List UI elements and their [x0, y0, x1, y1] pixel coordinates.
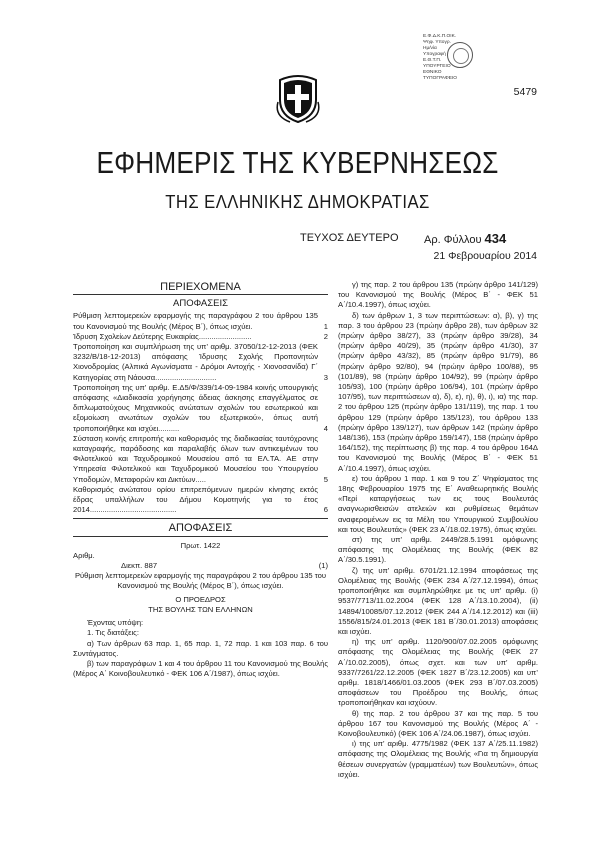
stamp-line: ΥΠΟΥΡΓΕΙΟ — [423, 64, 451, 69]
toc-entry-text: Καθορισμός ανώτατου ορίου επιτρεπόμενων ημερών κίνησης εκτός έδρας υπαλλήλων του Δήμου Κομοτηνής για το έτος 2014......................................... — [73, 484, 318, 515]
toc-entry[interactable] — [73, 311, 328, 331]
toc-entry[interactable] — [73, 485, 328, 516]
toc-entry[interactable] — [73, 332, 328, 342]
provision-paragraph: στ) της υπ’ αριθμ. 2449/28.5.1991 ομόφωνης απόφασης της Ολομέλειας της Βουλής (ΦΕΚ 82 Α΄/30.5.1991). — [338, 535, 538, 565]
toc-entry-page: 5 — [323, 474, 328, 484]
stamp-line: Ε.Θ.Τ.Π. — [423, 58, 442, 63]
provision-paragraph: ε) του άρθρου 1 παρ. 1 και 9 του Ζ΄ Ψηφίσματος της 18ης Φεβρουαρίου 1975 της Ε΄ Αναθεωρητικής Βουλής «Περί καταργήσεως των εις τους Βουλευτάς αναγνωρισθεισών ατελειών και ρυθμίσεως θεμάτων αναφερομένων εις τα Μέλη του Υπουργικού Συμβουλίου και τους Βουλευτάς» (ΦΕΚ 23 Α΄/18.02.1975), όπως ισχύει. — [338, 473, 538, 534]
toc-entry-text: Τροποποίηση και συμπλήρωση της υπ’ αριθμ. 37050/12-12-2013 (ΦΕΚ 3232/Β/18-12-2013) απόφασης Ίδρυσης Σχολής Προπονητών Χιονοδρομίας (Αλπικά Αγωνίσματα - Δρόμοι Αντοχής - Χιονοσανίδα) Γ΄ Κατηγορίας στη Νάουσα............................. — [73, 342, 318, 382]
toc-entry[interactable] — [73, 342, 328, 383]
provision-paragraph: ζ) της υπ’ αριθμ. 6701/21.12.1994 αποφάσεως της Ολομέλειας της Βουλής (ΦΕΚ 234 Α΄/27.12.1994), όπως τροποποιήθηκε και συμπληρώθηκε με τις υπ’ αριθμ. (i) 9537/7713/11.02.2004 (ΦΕΚ 128 Α΄/13.10.2004), (ii) 14894/10085/07.12.2012 (ΦΕΚ 244 Α΄/14.12.2012) και (iii) 1556/815/24.01.2013 (ΦΕΚ 181 Β΄/30.01.2013) αποφάσεις και ισχύει. — [338, 565, 538, 636]
received-stamp — [423, 34, 475, 84]
gazette-title: ΕΦΗΜΕΡΙΣ ΤΗΣ ΚΥΒΕΡΝΗΣΕΩΣ — [96, 146, 499, 180]
left-column — [73, 282, 328, 679]
prot-label: Πρωτ. — [180, 540, 202, 550]
issue-label: ΤΕΥΧΟΣ ΔΕΥΤΕΡΟ — [300, 232, 399, 244]
diekp-number: 887 — [144, 561, 158, 571]
provision-item: β) των παραγράφων 1 και 4 του άρθρου 11 του Κανονισμού της Βουλής (Μέρος Α΄ Κοινοβουλευτικό - ΦΕΚ 106 Α΄/1987), όπως ισχύει. — [73, 658, 328, 679]
toc-entry[interactable] — [73, 434, 328, 485]
provision-item: 1. Τις διατάξεις: — [87, 628, 139, 638]
considering-label: Έχοντας υπόψη: — [87, 618, 144, 628]
sheet-label: Αρ. Φύλλου — [424, 234, 482, 246]
protocol-line — [73, 541, 328, 551]
arithm-label: Αριθμ. — [73, 550, 95, 560]
stamp-line: Ψηφ. Υπογρ. — [423, 40, 451, 45]
stamp-line: Ε.Φ.Δ.Κ.Π.ΟΙΚ. — [423, 34, 457, 39]
president-line-1: Ο ΠΡΟΕΔΡΟΣ — [175, 594, 226, 604]
provision-paragraph: θ) της παρ. 2 του άρθρου 37 και της παρ. 5 του άρθρου 167 του Κανονισμού της Βουλής (Μέρος Α΄ - Κοινοβουλευτικό) (ΦΕΚ 106 Α΄/24.06.1987), όπως ισχύει. — [338, 708, 538, 738]
decision-subject: Ρύθμιση λεπτομερειών εφαρμογής της παραγράφου 2 του άρθρου 135 του Κανονισμού της Βουλής (Μέρος Β΄), όπως ισχύει. — [74, 571, 327, 591]
diekp-line — [73, 561, 328, 571]
prot-number: 1422 — [203, 540, 221, 550]
stamp-seal-icon — [447, 42, 473, 68]
provision-paragraph: η) της υπ’ αριθμ. 1120/900/07.02.2005 ομόφωνης απόφασης της Ολομέλειας της Βουλής (ΦΕΚ 27 Α΄/10.02.2005), όπως σχετ. και των υπ’ αριθμ. 9337/7261/22.12.2005 (ΦΕΚ 1827 Β΄/23.12.2005) και υπ’ αριθμ. 1818/1466/01.03.2005 (ΦΕΚ 293 Β΄/07.03.2005) αποφάσεων του Προέδρου της Βουλής, όπως τροποποιήθηκαν και ισχύουν. — [338, 637, 538, 708]
toc-entry-page: 2 — [323, 331, 328, 341]
toc-entry-page: 6 — [323, 505, 328, 515]
issue-date: 21 Φεβρουαρίου 2014 — [433, 250, 537, 262]
decisions-heading: ΑΠΟΦΑΣΕΙΣ — [168, 522, 233, 535]
toc-entry-page: 1 — [323, 321, 328, 331]
coat-of-arms-icon — [276, 72, 320, 124]
stamp-line: ΕΘΝΙΚΟ — [423, 70, 442, 75]
toc-entry-page: 3 — [323, 372, 328, 382]
diekp-label: Διεκπ. — [121, 561, 143, 571]
stamp-line: ΤΥΠΟΓΡΑΦΕΙΟ — [423, 76, 457, 81]
provision-paragraph: γ) της παρ. 2 του άρθρου 135 (πρώην άρθρο 141/129) του Κανονισμού της Βουλής (Μέρος Β΄ - ΦΕΚ 51 Α΄/10.4.1997), όπως ισχύει. — [338, 280, 538, 310]
toc-entry[interactable] — [73, 383, 328, 434]
toc-entry-text: Ρύθμιση λεπτομερειών εφαρμογής της παραγράφου 2 του άρθρου 135 του Κανονισμού της Βουλής (Μέρος Β΄), όπως ισχύει. — [73, 311, 318, 331]
provision-paragraph: ι) της υπ’ αριθμ. 4775/1982 (ΦΕΚ 137 Α΄/25.11.1982) απόφασης της Ολομέλειας της Βουλής «Για τη δημιουργία θέσεων συνεργατών (γραμματέων) των Βουλευτών», όπως ισχύει. — [338, 739, 538, 779]
toc-entry-text: Τροποποίηση της υπ’ αριθμ. Ε.Δ5/Φ/339/14-09-1984 κοινής υπουργικής απόφασης «Διαδικασία χορήγησης άδειας άσκησης επαγγέλματος σε διπλωματούχους Μηχανικούς ανώτατων σχολών του εσωτερικού και εξομοίωση ανωτάτων σχολών του εξωτερικού», όπως αυτή τροποποιήθηκε και ισχύει.......... — [73, 382, 318, 433]
sheet-number — [424, 231, 506, 246]
toc-entry-page: 4 — [323, 423, 328, 433]
divider — [73, 294, 328, 295]
divider — [73, 518, 328, 519]
page-number: 5479 — [513, 86, 537, 98]
divider — [73, 536, 328, 537]
stamp-line: Υπογραφή — [423, 52, 446, 57]
republic-title: ΤΗΣ ΕΛΛΗΝΙΚΗΣ ΔΗΜΟΚΡΑΤΙΑΣ — [165, 191, 430, 212]
contents-heading: ΠΕΡΙΕΧΟΜΕΝΑ — [160, 281, 241, 293]
provision-item: α) Των άρθρων 63 παρ. 1, 65 παρ. 1, 72 παρ. 1 και 103 παρ. 6 του Συντάγματος. — [73, 638, 328, 658]
toc-entry-text: Σύσταση κοινής επιτροπής και καθορισμός της διαδικασίας ταυτόχρονης καταγραφής, παράδοσης και παραλαβής όλων των αντικειμένων του Φιλοτελικού και Ταχυδρομικού Μουσείου από τα ΕΛ.ΤΑ. ΑΕ στην Υπηρεσία Φιλοτελικού και Ταχυδρομικού Μουσείου του Υπουργείου Υποδομών, Μεταφορών και Δικτύων..... — [73, 433, 318, 484]
sheet-number-value: 434 — [484, 231, 507, 246]
provision-paragraph: δ) των άρθρων 1, 3 των περιπτώσεων: α), β), γ) της παρ. 3 του άρθρου 23 (πρώην άρθρο 28), των άρθρων 32 (πρώην άρθρο 38/27), 33 (πρώην άρθρο 39/28), 34 (πρώην άρθρο 40/29), 35 (πρώην άρθρο 41/30), 37 (πρώην άρθρο 43/32), 85 (πρώην άρθρο 91/79), 86 (πρώην άρθρο 92/80), 94 (πρώην άρθρο 100/88), 95 (101/89), 98 (πρώην άρθρο 104/92), 99 (πρώην άρθρο 105/93), 100 (πρώην άρθρο 106/94), 101 (πρώην άρθρο 107/95), των περιπτώσεων α), δ), ε), η), θ), ι), ια) της παρ. 2 του άρθρου 125 (πρώην άρθρο 131/119), της παρ. 1 του άρθρου 129 (πρώην άρθρο 135/123), του άρθρου 133 (πρώην άρθρο 139/127), των άρθρων 142 (πρώην άρθρο 148/136), 153 (πρώην άρθρο 159/147), 158 (πρώην άρθρο 164/152), της περίπτωσης β) της παρ. 4 του άρθρου 164Δ του Κανονισμού της Βουλής (Μέρος Β΄ - ΦΕΚ 51 Α΄/10.4.1997), όπως ισχύει. — [338, 310, 538, 473]
toc-entry-text: Ίδρυση Σχολείων Δεύτερης Ευκαιρίας......................... — [73, 331, 252, 341]
right-column — [338, 280, 538, 780]
item-number: (1) — [318, 561, 328, 571]
contents-subheading: ΑΠΟΦΑΣΕΙΣ — [173, 298, 228, 310]
stamp-line: Ημ/νία — [423, 46, 437, 51]
president-line-2: ΤΗΣ ΒΟΥΛΗΣ ΤΩΝ ΕΛΛΗΝΩΝ — [148, 604, 253, 614]
